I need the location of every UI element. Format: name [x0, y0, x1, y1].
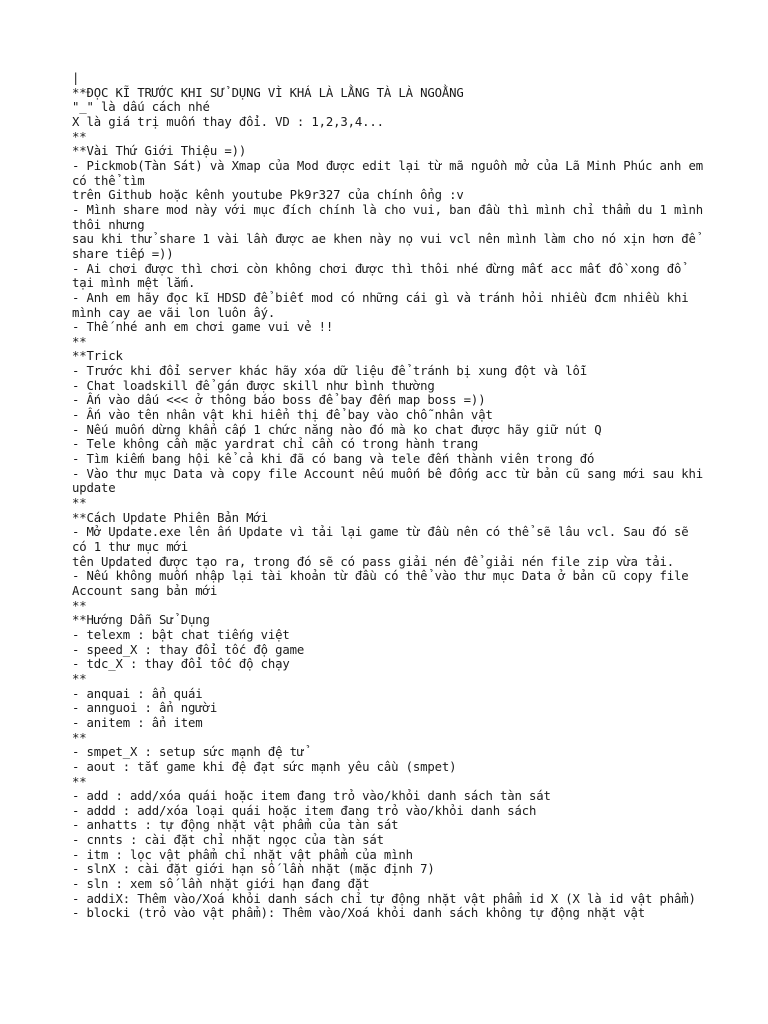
text-line: - Mở Update.exe lên ấn Update vì tải lại game từ đầu nên có thể sẽ lâu vcl. Sau đó sẽ có 1 thư mục mới: [72, 525, 696, 554]
text-line: **: [72, 334, 87, 349]
text-line: - speed_X : thay đổi tốc độ game: [72, 642, 305, 657]
text-line: - Ấn vào tên nhân vật khi hiển thị để bay vào chỗ nhân vật: [72, 408, 493, 423]
text-line: **Hướng Dẫn Sử Dụng: [72, 613, 210, 628]
text-line: - Pickmob(Tàn Sát) và Xmap của Mod được edit lại từ mã nguồn mở của Lã Minh Phúc anh em có thể tìm: [72, 158, 711, 188]
text-line: |: [72, 71, 80, 85]
text-line: - Thế nhé anh em chơi game vui vẻ !!: [72, 320, 334, 335]
text-line: - aout : tắt game khi đệ đạt sức mạnh yêu cầu (smpet): [72, 759, 457, 774]
text-line: - Trước khi đổi server khác hãy xóa dữ liệu để tránh bị xung đột và lỗi: [72, 364, 587, 379]
text-line: - Anh em hãy đọc kĩ HDSD để biết mod có những cái gì và tránh hỏi nhiều đcm nhiều khi mình cay ae vãi lon luôn ấy.: [72, 290, 696, 320]
text-line: - Mình share mod này với mục đích chính là cho vui, ban đầu thì mình chỉ thẩm du 1 mình thôi nhưng: [72, 202, 711, 232]
text-line: **: [72, 774, 87, 789]
text-line: - smpet_X : setup sức mạnh đệ tử: [72, 745, 305, 760]
text-line: **Vài Thứ Giới Thiệu =)): [72, 144, 247, 159]
text-line: - tdc_X : thay đổi tốc độ chạy: [72, 657, 290, 672]
text-line: - slnX : cài đặt giới hạn số lần nhặt (mặc định 7): [72, 862, 435, 877]
text-line: **ĐỌC KĨ TRƯỚC KHI SỬ DỤNG VÌ KHÁ LÀ LẰNG TÀ LÀ NGOẰNG: [72, 85, 464, 100]
text-line: X là giá trị muốn thay đổi. VD : 1,2,3,4...: [72, 114, 384, 129]
text-line: **: [72, 730, 87, 745]
text-line: **Trick: [72, 349, 123, 364]
text-line: - sln : xem số lần nhặt giới hạn đang đặt: [72, 877, 370, 892]
text-line: **: [72, 671, 87, 686]
text-line: **: [72, 598, 87, 613]
text-line: tên Updated được tạo ra, trong đó sẽ có pass giải nén để giải nén file zip vừa tải.: [72, 554, 675, 569]
text-line: - annguoi : ẩn người: [72, 701, 218, 716]
text-line: - Nếu muốn dừng khẩn cấp 1 chức năng nào đó mà ko chat được hãy giữ nút Q: [72, 422, 602, 437]
text-line: **Cách Update Phiên Bản Mới: [72, 510, 268, 525]
text-line: - anhatts : tự động nhặt vật phẩm của tàn sát: [72, 818, 399, 833]
text-line: - add : add/xóa quái hoặc item đang trỏ vào/khỏi danh sách tàn sát: [72, 789, 551, 804]
text-line: - addiX: Thêm vào/Xoá khỏi danh sách chỉ tự động nhặt vật phẩm id X (X là id vật phẩm): [72, 891, 696, 906]
text-line: sau khi thử share 1 vài lần được ae khen này nọ vui vcl nên mình làm cho nó xịn hơn để share tiếp =)): [72, 232, 704, 261]
text-line: - telexm : bật chat tiếng việt: [72, 627, 290, 642]
text-line: - anquai : ẩn quái: [72, 686, 203, 701]
text-line: trên Github hoặc kênh youtube Pk9r327 của chính ổng :v: [72, 188, 464, 203]
document-body: [72, 71, 711, 921]
text-line: - Ai chơi được thì chơi còn không chơi được thì thôi nhé đừng mất acc mất đồ xong đổ tại mình mệt lắm.: [72, 261, 689, 291]
text-line: - Ấn vào dấu <<< ở thông báo boss để bay đến map boss =)): [72, 393, 486, 408]
text-line: - Tìm kiếm bang hội kể cả khi đã có bang và tele đến thành viên trong đó: [72, 452, 595, 467]
text-line: - itm : lọc vật phẩm chỉ nhặt vật phẩm của mình: [72, 847, 413, 862]
text-line: - addd : add/xóa loại quái hoặc item đang trỏ vào/khỏi danh sách: [72, 803, 537, 818]
text-line: **: [72, 496, 87, 511]
text-line: - cnnts : cài đặt chỉ nhặt ngọc của tàn sát: [72, 833, 384, 848]
text-line: - blocki (trỏ vào vật phẩm): Thêm vào/Xoá khỏi danh sách không tự động nhặt vật: [72, 906, 646, 921]
text-line: **: [72, 129, 87, 144]
text-line: - anitem : ẩn item: [72, 715, 203, 730]
text-line: - Chat loadskill để gán được skill như bình thường: [72, 378, 435, 393]
text-line: - Nếu không muốn nhập lại tài khoản từ đầu có thể vào thư mục Data ở bản cũ copy file Account sang bản mới: [72, 569, 696, 598]
text-line: - Tele không cần mặc yardrat chỉ cần có trong hành trang: [72, 437, 479, 452]
text-line: "_" là dấu cách nhé: [72, 100, 210, 115]
text-line: - Vào thư mục Data và copy file Account nếu muốn bê đống acc từ bản cũ sang mới sau khi update: [72, 466, 711, 496]
